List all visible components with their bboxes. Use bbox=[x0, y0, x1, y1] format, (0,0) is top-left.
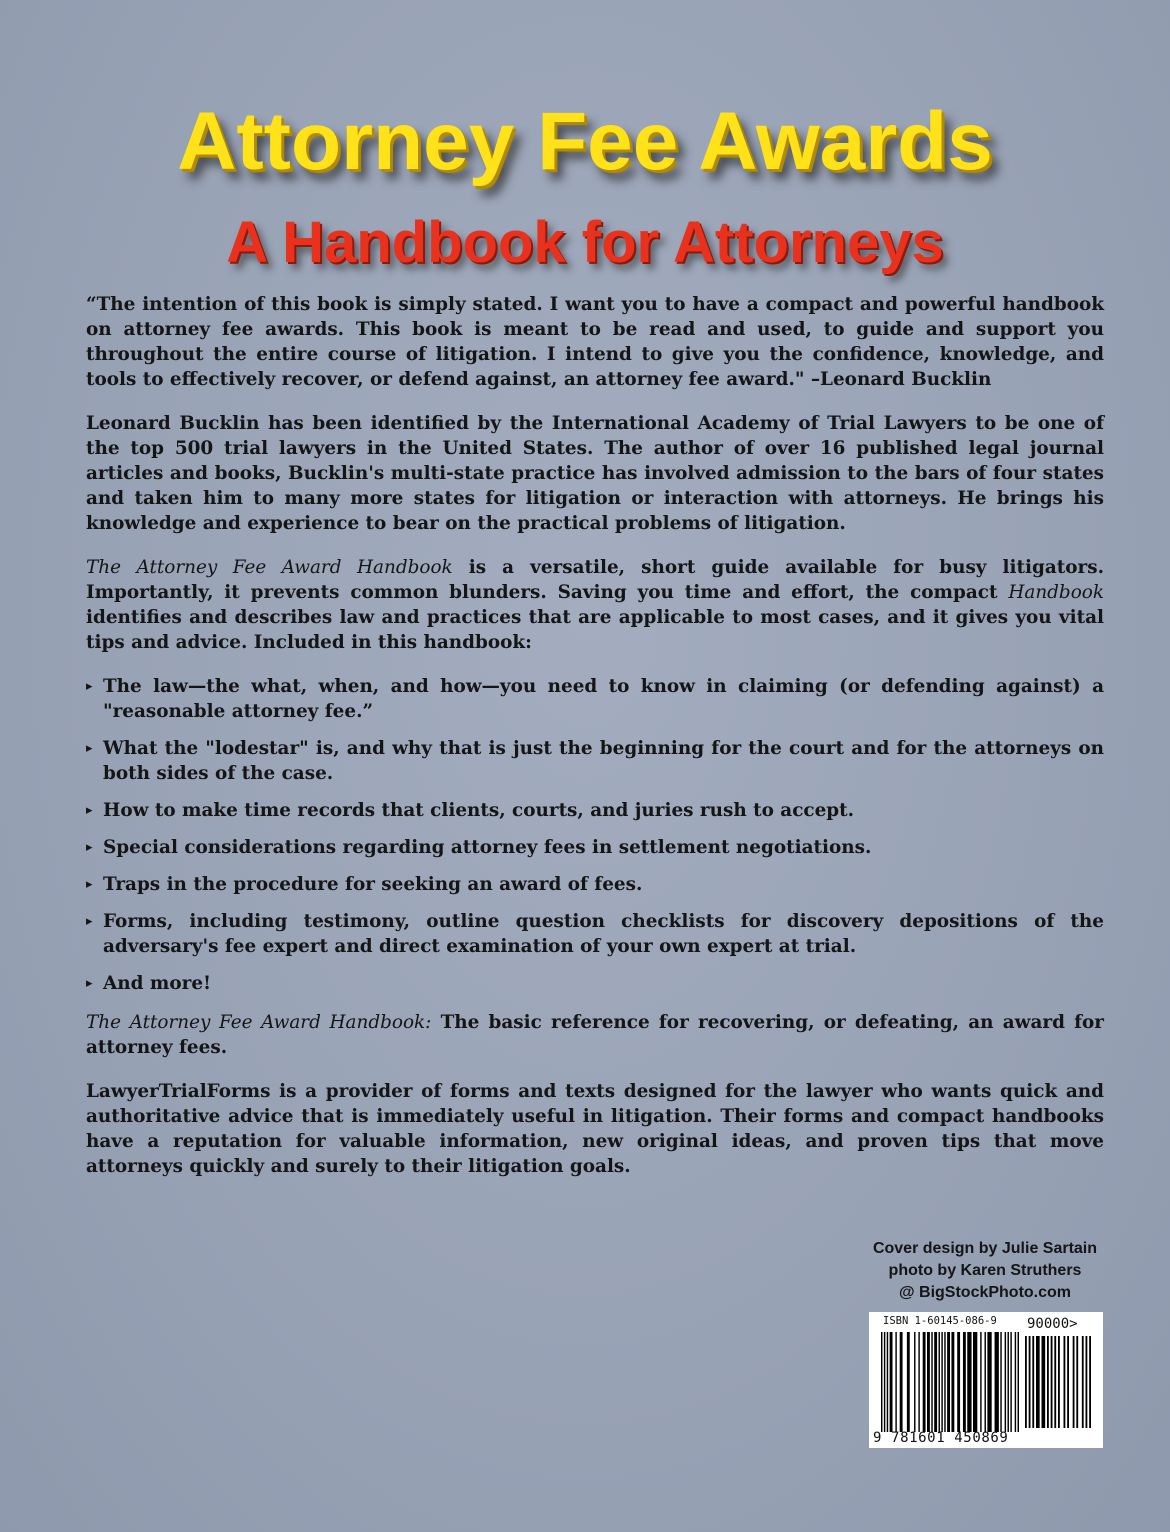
list-item-text: Traps in the procedure for seeking an award of fees. bbox=[103, 874, 643, 895]
barcode-bar bbox=[1047, 1336, 1049, 1428]
barcode-bar bbox=[918, 1332, 919, 1432]
barcode-bar bbox=[1067, 1336, 1069, 1428]
barcode-bar bbox=[985, 1332, 986, 1432]
barcode-bar bbox=[927, 1332, 930, 1432]
barcode-bar bbox=[1036, 1336, 1040, 1428]
summary-text: The basic reference for recovering, or defeating, an award for attorney fees. bbox=[86, 1012, 1104, 1058]
intro-text-2: identifies and describes law and practices that are applicable to most cases, and it gives you vital tips and advice. Included in this handbook: bbox=[86, 607, 1104, 653]
list-item bbox=[86, 909, 1104, 959]
author-bio: Leonard Bucklin has been identified by the International Academy of Trial Lawyers to be one of the top 500 trial lawyers in the United States. The author of over 16 published legal journal articles and books, Bucklin's multi-state practice has involved admission to the bars of four states and taken him to many more states for litigation or interaction with attorneys. He brings his knowledge and experience to bear on the practical problems of litigation. bbox=[86, 413, 1104, 534]
barcode-bar bbox=[1005, 1332, 1006, 1432]
barcode-bar bbox=[1032, 1336, 1034, 1428]
list-item bbox=[86, 835, 1104, 860]
credit-line-source: @ BigStockPhoto.com bbox=[898, 1284, 1072, 1301]
barcode-bar bbox=[1025, 1336, 1027, 1428]
list-item bbox=[86, 798, 1104, 823]
barcode-bar bbox=[887, 1332, 888, 1432]
barcode-bar bbox=[951, 1332, 954, 1432]
barcode-bar bbox=[1064, 1336, 1066, 1428]
barcode-bar bbox=[967, 1332, 971, 1432]
barcode-bar bbox=[1029, 1336, 1031, 1428]
barcode-bar bbox=[884, 1332, 885, 1432]
barcode-bar bbox=[1058, 1336, 1060, 1428]
barcode-bar bbox=[895, 1332, 896, 1432]
book-subtitle: A Handbook for Attorneys bbox=[226, 210, 944, 275]
author-quote: “The intention of this book is simply stated. I want you to have a compact and powerful handbook on attorney fee awards. This book is meant to be read and used, to guide and support you throughout the entire course of litigation. I intend to give you the confidence, knowledge, and tools to effectively recover, or defend against, an attorney fee award." –Leonard Bucklin bbox=[86, 294, 1104, 390]
handbook-word-italic: Handbook bbox=[1008, 582, 1104, 603]
barcode-bar bbox=[1089, 1336, 1091, 1428]
barcode-bar bbox=[1018, 1332, 1019, 1432]
barcode-bar bbox=[1015, 1332, 1016, 1432]
barcode-bar bbox=[1076, 1336, 1078, 1428]
barcode-bar bbox=[987, 1332, 991, 1432]
handbook-title-italic: The Attorney Fee Award Handbook bbox=[86, 557, 453, 578]
bullet-arrow-icon: ▸ bbox=[86, 840, 93, 855]
barcode-bar bbox=[1008, 1332, 1009, 1432]
barcode-bar bbox=[973, 1332, 977, 1432]
summary-title-italic: The Attorney Fee Award Handbook: bbox=[86, 1012, 432, 1033]
addon-barcode-icon bbox=[1025, 1336, 1091, 1428]
barcode-bar bbox=[1000, 1332, 1001, 1432]
barcode-bar bbox=[941, 1332, 942, 1432]
barcode-bar bbox=[1042, 1336, 1046, 1428]
included-topics-list bbox=[86, 674, 1104, 996]
barcode-bar bbox=[947, 1332, 950, 1432]
barcode-bar bbox=[1054, 1336, 1056, 1428]
price-code: 90000> bbox=[1027, 1316, 1078, 1332]
barcode-bar bbox=[1051, 1336, 1053, 1428]
bullet-arrow-icon: ▸ bbox=[86, 877, 93, 892]
barcode-bar bbox=[923, 1332, 926, 1432]
credit-line-design: Cover design by Julie Sartain bbox=[872, 1240, 1098, 1257]
barcode-bar bbox=[939, 1332, 940, 1432]
list-item-text: The law—the what, when, and how—you need to know in claiming (or defending against) a "reasonable attorney fee.” bbox=[103, 676, 1104, 722]
barcode-bar bbox=[995, 1332, 999, 1432]
bullet-arrow-icon: ▸ bbox=[86, 803, 93, 818]
ean-number: 9 781601 450869 bbox=[873, 1430, 1009, 1446]
isbn-number: ISBN 1-60145-086-9 bbox=[883, 1315, 997, 1327]
barcode-bar bbox=[963, 1332, 966, 1432]
list-item-text: How to make time records that clients, courts, and juries rush to accept. bbox=[103, 800, 855, 821]
barcode-bar bbox=[1086, 1336, 1088, 1428]
barcode-bar bbox=[914, 1332, 915, 1432]
back-cover-text bbox=[86, 292, 1104, 1198]
list-item-text: And more! bbox=[103, 973, 212, 994]
barcode-bar bbox=[931, 1332, 932, 1432]
handbook-summary bbox=[86, 1010, 1104, 1060]
barcode-bar bbox=[1073, 1336, 1075, 1428]
barcode-bar bbox=[890, 1332, 893, 1432]
list-item bbox=[86, 736, 1104, 786]
list-item-text: What the "lodestar" is, and why that is just the beginning for the court and for the attorneys on both sides of the case. bbox=[103, 738, 1104, 784]
isbn-barcode bbox=[869, 1312, 1103, 1448]
barcode-bar bbox=[980, 1332, 981, 1432]
intro-text-1: is a versatile, short guide available for busy litigators. Importantly, it prevents common blunders. Saving you time and effort, the compact bbox=[86, 557, 1104, 603]
barcode-bars-icon bbox=[881, 1332, 1019, 1432]
barcode-bar bbox=[900, 1332, 903, 1432]
handbook-intro bbox=[86, 555, 1104, 655]
bullet-arrow-icon: ▸ bbox=[86, 914, 93, 929]
barcode-bar bbox=[881, 1332, 882, 1432]
barcode-bar bbox=[1010, 1332, 1011, 1432]
list-item bbox=[86, 971, 1104, 996]
publisher-blurb: LawyerTrialForms is a provider of forms and texts designed for the lawyer who wants quick and authoritative advice that is immediately useful in litigation. Their forms and compact handbooks have a reputation for valuable information, new original ideas, and proven tips that move attorneys quickly and surely to their litigation goals. bbox=[86, 1081, 1104, 1177]
bullet-arrow-icon: ▸ bbox=[86, 741, 93, 756]
barcode-bar bbox=[934, 1332, 937, 1432]
list-item-text: Special considerations regarding attorney fees in settlement negotiations. bbox=[103, 837, 872, 858]
list-item bbox=[86, 872, 1104, 897]
list-item bbox=[86, 674, 1104, 724]
list-item-text: Forms, including testimony, outline question checklists for discovery depositions of the adversary's fee expert and direct examination of your own expert at trial. bbox=[103, 911, 1104, 957]
barcode-bar bbox=[944, 1332, 945, 1432]
bullet-arrow-icon: ▸ bbox=[86, 679, 93, 694]
cover-credits bbox=[830, 1238, 1140, 1304]
barcode-bar bbox=[957, 1332, 960, 1432]
book-title: Attorney Fee Awards bbox=[177, 96, 993, 187]
credit-line-photo: photo by Karen Struthers bbox=[888, 1262, 1082, 1279]
barcode-bar bbox=[1082, 1336, 1084, 1428]
barcode-bar bbox=[907, 1332, 910, 1432]
bullet-arrow-icon: ▸ bbox=[86, 976, 93, 991]
